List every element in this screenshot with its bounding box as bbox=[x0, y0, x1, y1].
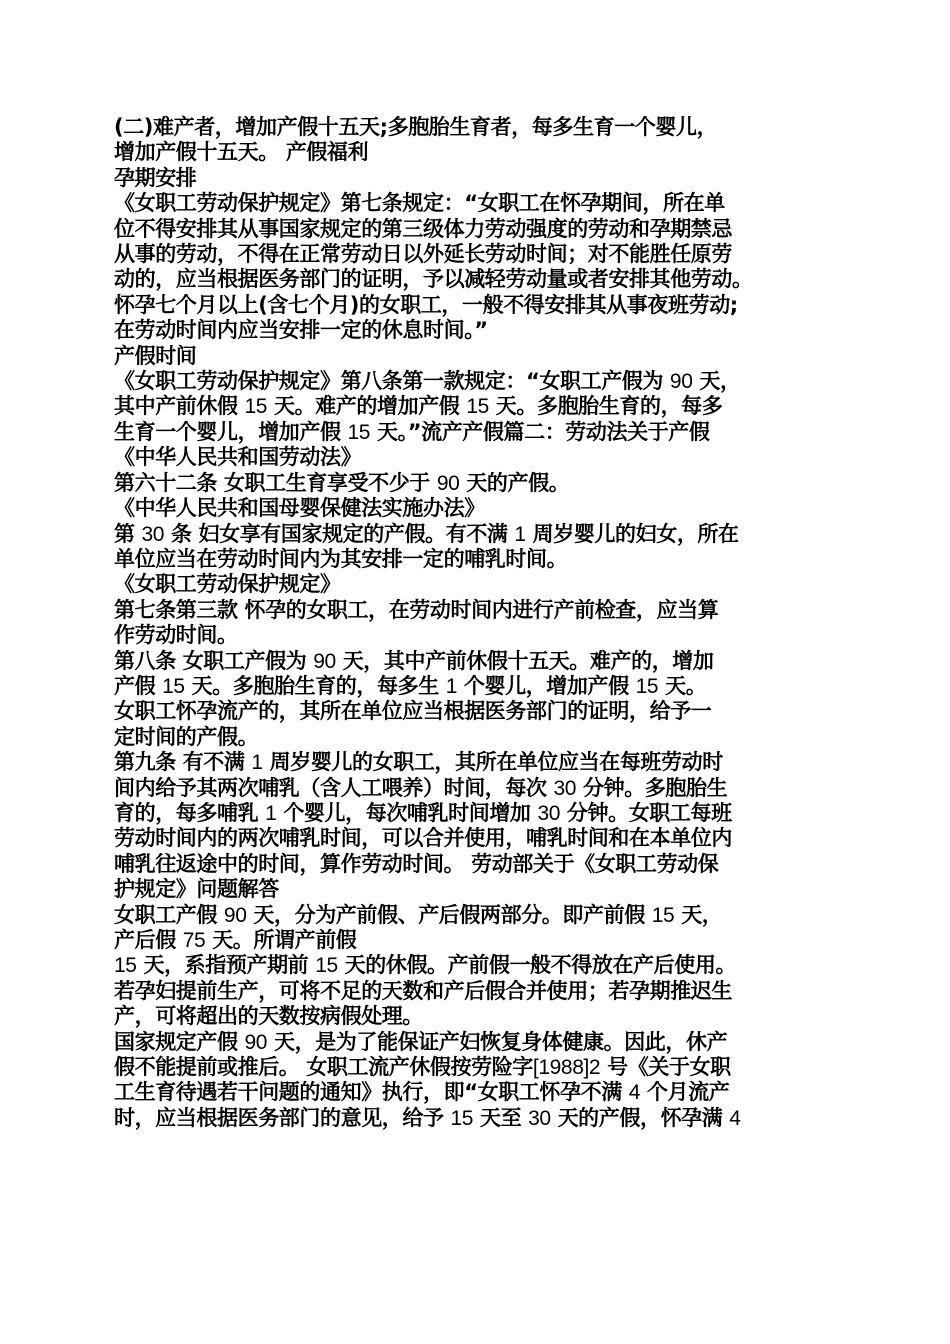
text-line: 女职工产假 90 天，分为产前假、产后假两部分。即产前假 15 天， bbox=[114, 902, 723, 927]
text-line: 位不得安排其从事国家规定的第三级体力劳动强度的劳动和孕期禁忌 bbox=[114, 216, 732, 241]
text-line: 第六十二条 女职工生育享受不少于 90 天的产假。 bbox=[114, 470, 570, 495]
text-line: 第七条第三款 怀孕的女职工，在劳动时间内进行产前检查，应当算 bbox=[114, 597, 719, 622]
text-line: 15 天，系指预产期前 15 天的休假。产前假一般不得放在产后使用。 bbox=[114, 953, 737, 978]
text-line: 作劳动时间。 bbox=[114, 623, 238, 648]
text-line: 假不能提前或推后。 女职工流产休假按劳险字[1988]2 号《关于女职 bbox=[114, 1055, 731, 1080]
text-line: 怀孕七个月以上(含七个月)的女职工，一般不得安排其从事夜班劳动; bbox=[114, 292, 738, 317]
text-line: 增加产假十五天。 产假福利 bbox=[114, 140, 369, 165]
text-line: 《女职工劳动保护规定》第八条第一款规定：“女职工产假为 90 天， bbox=[114, 369, 741, 394]
text-line: 第九条 有不满 1 周岁婴儿的女职工，其所在单位应当在每班劳动时 bbox=[114, 750, 723, 775]
text-line: 哺乳往返途中的时间，算作劳动时间。 劳动部关于《女职工劳动保 bbox=[114, 851, 719, 876]
text-line: 孕期安排 bbox=[114, 165, 197, 190]
text-line: 产后假 75 天。所谓产前假 bbox=[114, 928, 357, 952]
text-line: 其中产前休假 15 天。难产的增加产假 15 天。多胞胎生育的，每多 bbox=[114, 394, 723, 419]
document-body bbox=[114, 115, 844, 1131]
text-line: 动的，应当根据医务部门的证明，予以减轻劳动量或者安排其他劳动。 bbox=[114, 267, 753, 292]
text-line: 《女职工劳动保护规定》 bbox=[114, 572, 341, 597]
text-line: 从事的劳动，不得在正常劳动日以外延长劳动时间；对不能胜任原劳 bbox=[114, 242, 732, 267]
text-line: 第八条 女职工产假为 90 天，其中产前休假十五天。难产的，增加 bbox=[114, 648, 714, 673]
text-line: 产假 15 天。多胞胎生育的，每多生 1 个婴儿，增加产假 15 天。 bbox=[114, 673, 707, 698]
text-line: 在劳动时间内应当安排一定的休息时间。” bbox=[114, 318, 488, 343]
text-line: 《中华人民共和国劳动法》 bbox=[114, 445, 362, 470]
text-line: 生育一个婴儿，增加产假 15 天。”流产产假篇二：劳动法关于产假 bbox=[114, 419, 710, 444]
text-line: 时，应当根据医务部门的意见，给予 15 天至 30 天的产假，怀孕满 4 bbox=[114, 1105, 741, 1130]
text-line: 劳动时间内的两次哺乳时间，可以合并使用，哺乳时间和在本单位内 bbox=[114, 826, 732, 851]
text-line: 若孕妇提前生产，可将不足的天数和产后假合并使用；若孕期推迟生 bbox=[114, 978, 732, 1003]
text-line: 产，可将超出的天数按病假处理。 bbox=[114, 1004, 423, 1029]
text-line: 国家规定产假 90 天，是为了能保证产妇恢复身体健康。因此，休产 bbox=[114, 1029, 728, 1054]
text-line: 护规定》问题解答 bbox=[114, 877, 279, 902]
text-line: 《女职工劳动保护规定》第七条规定：“女职工在怀孕期间，所在单 bbox=[114, 191, 725, 216]
text-line: (二)难产者，增加产假十五天;多胞胎生育者，每多生育一个婴儿， bbox=[114, 115, 718, 139]
text-line: 《中华人民共和国母婴保健法实施办法》 bbox=[114, 496, 485, 521]
text-line: 育的，每多哺乳 1 个婴儿，每次哺乳时间增加 30 分钟。女职工每班 bbox=[114, 800, 732, 825]
text-line: 女职工怀孕流产的，其所在单位应当根据医务部门的证明，给予一 bbox=[114, 699, 712, 724]
text-line: 产假时间 bbox=[114, 343, 197, 368]
text-line: 工生育待遇若干问题的通知》执行，即“女职工怀孕不满 4 个月流产 bbox=[114, 1080, 730, 1105]
text-line: 定时间的产假。 bbox=[114, 724, 259, 749]
document-page bbox=[114, 115, 844, 1131]
text-line: 第 30 条 妇女享有国家规定的产假。有不满 1 周岁婴儿的妇女，所在 bbox=[114, 521, 739, 546]
text-line: 间内给予其两次哺乳（含人工喂养）时间，每次 30 分钟。多胞胎生 bbox=[114, 775, 728, 800]
text-line: 单位应当在劳动时间内为其安排一定的哺乳时间。 bbox=[114, 546, 568, 571]
